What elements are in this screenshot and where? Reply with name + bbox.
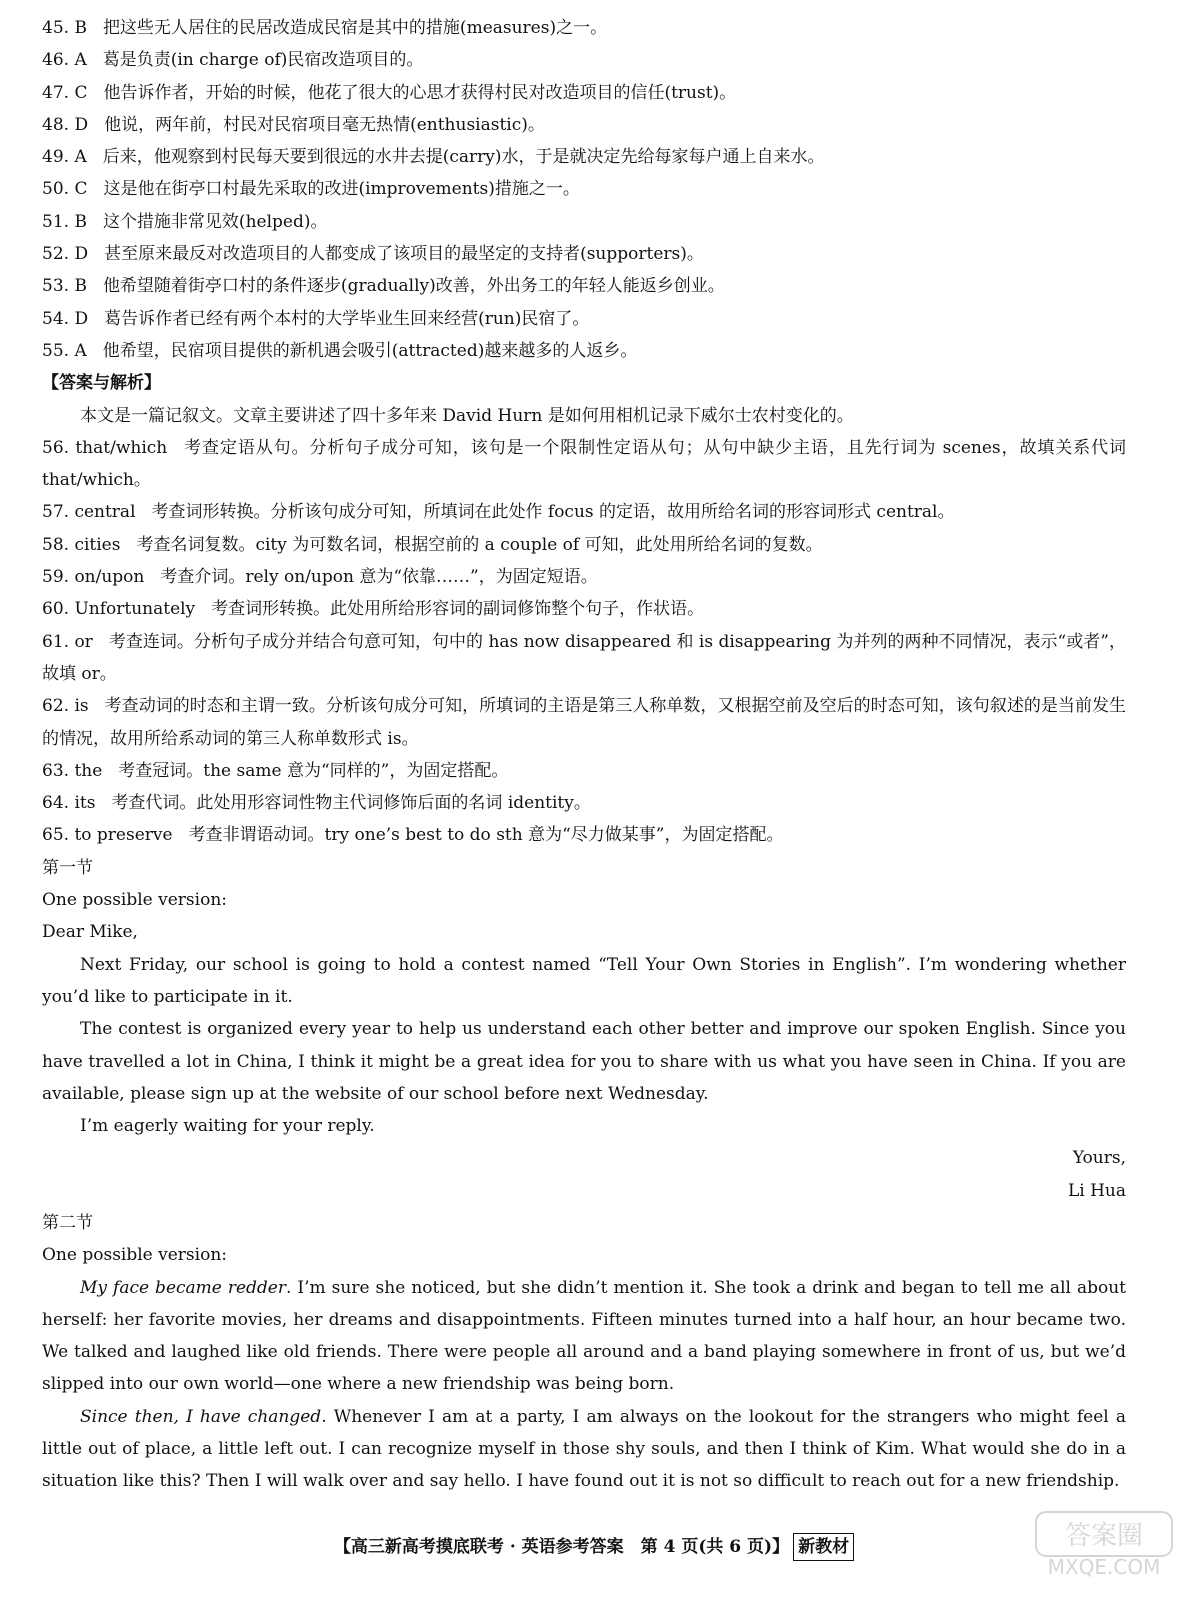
paragraph-lead: Since then, I have changed: [80, 1406, 322, 1427]
grammar-answer: 64. its 考查代词。此处用形容词性物主代词修饰后面的名词 identity。: [42, 793, 591, 814]
letter-closing: Yours,: [1072, 1148, 1126, 1169]
version-label: One possible version:: [42, 1245, 227, 1266]
part-heading: 第一节: [42, 857, 93, 878]
edition-tag: 新教材: [793, 1533, 854, 1561]
part-heading: 第二节: [42, 1212, 93, 1233]
letter-paragraph: I’m eagerly waiting for your reply.: [80, 1116, 375, 1137]
cloze-answer: 55. A 他希望，民宿项目提供的新机遇会吸引(attracted)越来越多的人返乡。: [42, 340, 638, 361]
passage-intro: 本文是一篇记叙文。文章主要讲述了四十多年来 David Hurn 是如何用相机记录下威尔士农村变化的。: [80, 405, 854, 426]
cloze-answer: 45. B 把这些无人居住的民居改造成民宿是其中的措施(measures)之一。: [42, 18, 608, 38]
cloze-answer: 49. A 后来，他观察到村民每天要到很远的水井去提(carry)水，于是就决定先给每家每户通上自来水。: [42, 147, 825, 168]
writing-part-2: [42, 1207, 1126, 1498]
cloze-answer: 48. D 他说，两年前，村民对民宿项目毫无热情(enthusiastic)。: [42, 114, 545, 135]
story-paragraph: My face became redder. I’m sure she noticed, but she didn’t mention it. She took a drink and began to tell me all about herself: her favorite movies, her dreams and disappointments. Fifteen minutes turned into a half hour, an hour became two. We talked and laughed like old friends. There were people all around and a band playing somewhere in front of us, but we’d slipped into our own world—one where a new friendship was being born.: [42, 1277, 1126, 1395]
letter-greeting: Dear Mike,: [42, 922, 138, 943]
grammar-answer: 61. or 考查连词。分析句子成分并结合句意可知，句中的 has now disappeared 和 is disappearing 为并列的两种不同情况，表示“或者”，故填 or。: [42, 631, 1126, 684]
answer-page: [42, 12, 1126, 1498]
story-paragraph: Since then, I have changed. Whenever I am at a party, I am always on the lookout for the strangers who might feel a little out of place, a little left out. I can recognize myself in those shy souls, and then I think of Kim. What would she do in a situation like this? Then I will walk over and say hello. I have found out it is not so difficult to reach out for a new friendship.: [42, 1406, 1126, 1492]
letter-signature: Li Hua: [1067, 1180, 1126, 1201]
grammar-answer: 59. on/upon 考查介词。rely on/upon 意为“依靠……”，为固定短语。: [42, 567, 598, 588]
watermark-text: 答案圈 MXQE.COM: [1047, 1521, 1161, 1579]
section-heading: 【答案与解析】: [42, 373, 161, 394]
writing-part-1: [42, 852, 1126, 1207]
cloze-answer: 51. B 这个措施非常见效(helped)。: [42, 211, 328, 232]
paragraph-lead: My face became redder: [80, 1277, 286, 1298]
grammar-answer-list: [42, 432, 1126, 852]
grammar-answer: 63. the 考查冠词。the same 意为“同样的”，为固定搭配。: [42, 760, 509, 781]
cloze-answer-list: [42, 12, 1126, 367]
letter-paragraph: The contest is organized every year to help us understand each other better and improve our spoken English. Since you have travelled a lot in China, I think it might be a great idea for you to share with us what you have seen in China. If you are available, please sign up at the website of our school before next Wednesday.: [42, 1019, 1126, 1104]
grammar-answer: 60. Unfortunately 考查词形转换。此处用所给形容词的副词修饰整个句子，作状语。: [42, 599, 705, 620]
cloze-answer: 50. C 这是他在街亭口村最先采取的改进(improvements)措施之一。: [42, 179, 580, 200]
page-footer: [0, 1533, 1188, 1561]
letter-paragraph: Next Friday, our school is going to hold a contest named “Tell Your Own Stories in English”. I’m wondering whether you’d like to participate in it.: [42, 954, 1126, 1007]
cloze-answer: 53. B 他希望随着街亭口村的条件逐步(gradually)改善，外出务工的年轻人能返乡创业。: [42, 276, 725, 297]
cloze-answer: 54. D 葛告诉作者已经有两个本村的大学毕业生回来经营(run)民宿了。: [42, 308, 590, 329]
version-label: One possible version:: [42, 890, 227, 911]
grammar-answer: 57. central 考查词形转换。分析该句成分可知，所填词在此处作 focus 的定语，故用所给名词的形容词形式 central。: [42, 502, 955, 523]
cloze-answer: 46. A 葛是负责(in charge of)民宿改造项目的。: [42, 50, 424, 71]
cloze-answer: 52. D 甚至原来最反对改造项目的人都变成了该项目的最坚定的支持者(supporters)。: [42, 244, 704, 265]
grammar-answer: 62. is 考查动词的时态和主谓一致。分析该句成分可知，所填词的主语是第三人称单数，又根据空前及空后的时态可知，该句叙述的是当前发生的情况，故用所给系动词的第三人称单数形式 is。: [42, 696, 1126, 749]
watermark-logo: [1034, 1510, 1174, 1580]
grammar-answer: 56. that/which 考查定语从句。分析句子成分可知，该句是一个限制性定语从句；从句中缺少主语，且先行词为 scenes，故填关系代词 that/which。: [42, 437, 1126, 491]
cloze-answer: 47. C 他告诉作者，开始的时候，他花了很大的心思才获得村民对改造项目的信任(trust)。: [42, 82, 737, 103]
grammar-answer: 58. cities 考查名词复数。city 为可数名词，根据空前的 a couple of 可知，此处用所给名词的复数。: [42, 534, 823, 555]
footer-text: 【高三新高考摸底联考 · 英语参考答案 第 4 页(共 6 页)】: [333, 1537, 790, 1557]
grammar-answer: 65. to preserve 考查非谓语动词。try one’s best to do sth 意为“尽力做某事”，为固定搭配。: [42, 825, 784, 846]
